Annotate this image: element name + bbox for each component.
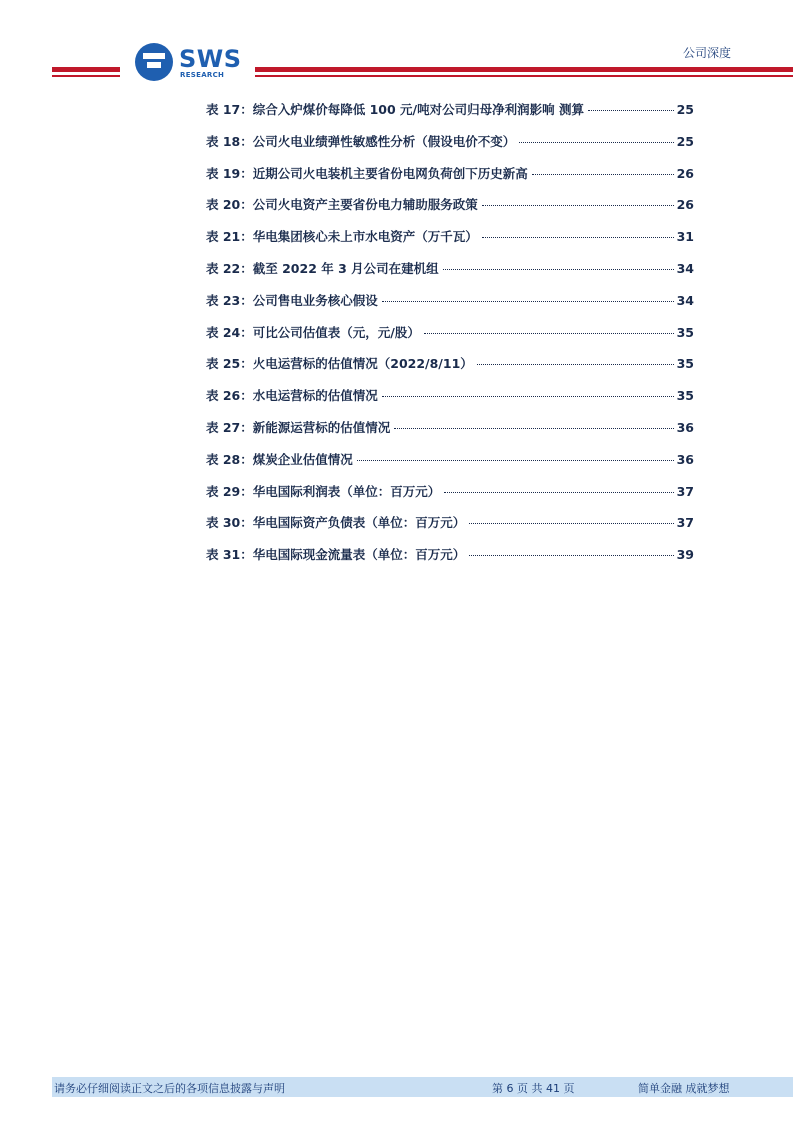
toc-page-number: 36 xyxy=(676,451,694,467)
toc-leader xyxy=(444,492,673,493)
header-rule-right xyxy=(255,67,793,72)
toc-page-number: 34 xyxy=(676,260,694,276)
toc-title: 表 29：华电国际利润表（单位：百万元） xyxy=(206,483,441,499)
toc-entry[interactable] xyxy=(206,227,694,259)
table-of-contents xyxy=(206,100,694,577)
toc-page-number: 26 xyxy=(676,165,694,181)
toc-page-number: 37 xyxy=(676,483,694,499)
toc-leader xyxy=(477,364,674,365)
toc-entry[interactable] xyxy=(206,100,694,132)
toc-title: 表 20：公司火电资产主要省份电力辅助服务政策 xyxy=(206,197,478,213)
toc-leader xyxy=(482,205,674,206)
toc-entry[interactable] xyxy=(206,418,694,450)
toc-leader xyxy=(532,174,674,175)
toc-title: 表 26：水电运营标的估值情况 xyxy=(206,388,378,404)
toc-title: 表 18：公司火电业绩弹性敏感性分析（假设电价不变） xyxy=(206,133,516,149)
toc-entry[interactable] xyxy=(206,195,694,227)
toc-entry[interactable] xyxy=(206,323,694,355)
header-report-type: 公司深度 xyxy=(682,46,731,60)
sws-logo xyxy=(135,43,242,83)
toc-leader xyxy=(382,396,674,397)
toc-title: 表 24：可比公司估值表（元，元/股） xyxy=(206,324,420,340)
toc-title: 表 31：华电国际现金流量表（单位：百万元） xyxy=(206,547,466,563)
toc-page-number: 36 xyxy=(676,419,694,435)
toc-leader xyxy=(588,110,674,111)
toc-title: 表 21：华电集团核心未上市水电资产（万千瓦） xyxy=(206,229,478,245)
toc-entry[interactable] xyxy=(206,132,694,164)
header-rule-left-thin xyxy=(52,75,120,77)
footer-slogan: 简单金融 成就梦想 xyxy=(638,1082,730,1095)
toc-title: 表 27：新能源运营标的估值情况 xyxy=(206,419,391,435)
toc-page-number: 25 xyxy=(676,133,694,149)
header-rule-left xyxy=(52,67,120,72)
toc-page-number: 39 xyxy=(676,547,694,563)
toc-entry[interactable] xyxy=(206,513,694,545)
footer-page-number: 第 6 页 共 41 页 xyxy=(492,1082,575,1095)
toc-title: 表 22：截至 2022 年 3 月公司在建机组 xyxy=(206,260,439,276)
header-rule-right-thin xyxy=(255,75,793,77)
toc-page-number: 35 xyxy=(676,324,694,340)
toc-title: 表 19：近期公司火电装机主要省份电网负荷创下历史新高 xyxy=(206,165,528,181)
toc-title: 表 17：综合入炉煤价每降低 100 元/吨对公司归母净利润影响 测算 xyxy=(206,102,584,117)
toc-entry[interactable] xyxy=(206,259,694,291)
logo-mark-icon xyxy=(135,43,173,81)
toc-page-number: 34 xyxy=(676,292,694,308)
toc-leader xyxy=(357,460,674,461)
toc-title: 表 28：煤炭企业估值情况 xyxy=(206,451,353,467)
toc-title: 表 23：公司售电业务核心假设 xyxy=(206,292,378,308)
toc-page-number: 35 xyxy=(676,356,694,372)
toc-page-number: 26 xyxy=(676,197,694,213)
toc-leader xyxy=(482,237,674,238)
toc-page-number: 37 xyxy=(676,515,694,531)
footer-disclaimer: 请务必仔细阅读正文之后的各项信息披露与声明 xyxy=(54,1082,285,1095)
toc-leader xyxy=(443,269,674,270)
toc-leader xyxy=(469,555,673,556)
toc-page-number: 35 xyxy=(676,388,694,404)
toc-leader xyxy=(469,523,673,524)
toc-entry[interactable] xyxy=(206,482,694,514)
logo-subtext: RESEARCH xyxy=(180,71,225,79)
toc-entry[interactable] xyxy=(206,291,694,323)
toc-entry[interactable] xyxy=(206,164,694,196)
toc-title: 表 25：火电运营标的估值情况（2022/8/11） xyxy=(206,356,473,372)
toc-title: 表 30：华电国际资产负债表（单位：百万元） xyxy=(206,515,466,531)
toc-leader xyxy=(424,333,674,334)
toc-leader xyxy=(394,428,673,429)
toc-leader xyxy=(382,301,674,302)
toc-page-number: 31 xyxy=(676,229,694,245)
toc-page-number: 25 xyxy=(676,102,694,117)
logo-text: SWS xyxy=(179,45,242,73)
page-footer xyxy=(52,1077,793,1097)
toc-entry[interactable] xyxy=(206,545,694,577)
toc-entry[interactable] xyxy=(206,450,694,482)
toc-leader xyxy=(519,142,673,143)
toc-entry[interactable] xyxy=(206,354,694,386)
toc-entry[interactable] xyxy=(206,386,694,418)
